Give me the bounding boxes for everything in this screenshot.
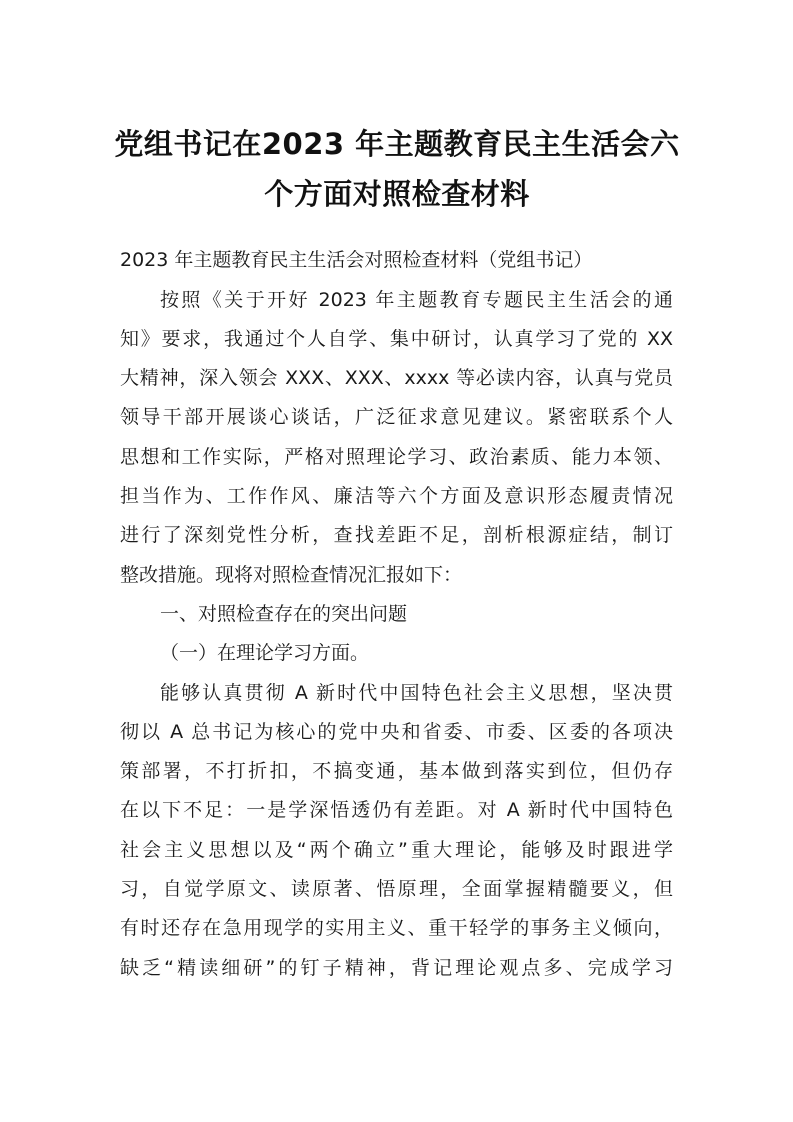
paragraph-line: 策部署，不打折扣，不搞变通，基本做到落实到位，但仍存 [120, 760, 673, 782]
paragraph-line: 在以下不足：一是学深悟透仍有差距。对 A 新时代中国特色 [120, 799, 673, 821]
paragraph-line: 进行了深刻党性分析，查找差距不足，剖析根源症结，制订 [120, 524, 673, 546]
paragraph-line: 整改措施。现将对照检查情况汇报如下： [120, 564, 463, 586]
paragraph-line: 知》要求，我通过个人自学、集中研讨，认真学习了党的 XX [120, 328, 673, 350]
paragraph-line: 缺乏“精读细研”的钉子精神，背记理论观点多、完成学习 [120, 957, 673, 979]
paragraph-line: 社会主义思想以及“两个确立”重大理论，能够及时跟进学 [120, 839, 673, 861]
paragraph-line: 能够认真贯彻 A 新时代中国特色社会主义思想，坚决贯 [160, 682, 673, 704]
paragraph-line: 彻以 A 总书记为核心的党中央和省委、市委、区委的各项决 [120, 721, 673, 743]
paragraph-line: 担当作为、工作作风、廉洁等六个方面及意识形态履责情况 [120, 485, 673, 507]
document-title-line-2: 个方面对照检查材料 [264, 177, 530, 211]
paragraph-line: 领导干部开展谈心谈话，广泛征求意见建议。紧密联系个人 [120, 406, 673, 428]
subsection-heading: （一）在理论学习方面。 [160, 642, 370, 664]
paragraph-line: 按照《关于开好 2023 年主题教育专题民主生活会的通 [160, 289, 673, 311]
document-title-line-1: 党组书记在2023 年主题教育民主生活会六 [114, 127, 680, 161]
paragraph-line: 有时还存在急用现学的实用主义、重干轻学的事务主义倾向， [120, 917, 673, 939]
section-heading: 一、对照检查存在的突出问题 [160, 603, 408, 625]
paragraph-line: 习，自觉学原文、读原著、悟原理，全面掌握精髓要义，但 [120, 878, 673, 900]
paragraph-line: 大精神，深入领会 XXX、XXX、xxxx 等必读内容，认真与党员 [120, 367, 673, 389]
paragraph-line: 思想和工作实际，严格对照理论学习、政治素质、能力本领、 [120, 446, 673, 468]
subtitle-line: 2023 年主题教育民主生活会对照检查材料（党组书记） [120, 249, 593, 271]
